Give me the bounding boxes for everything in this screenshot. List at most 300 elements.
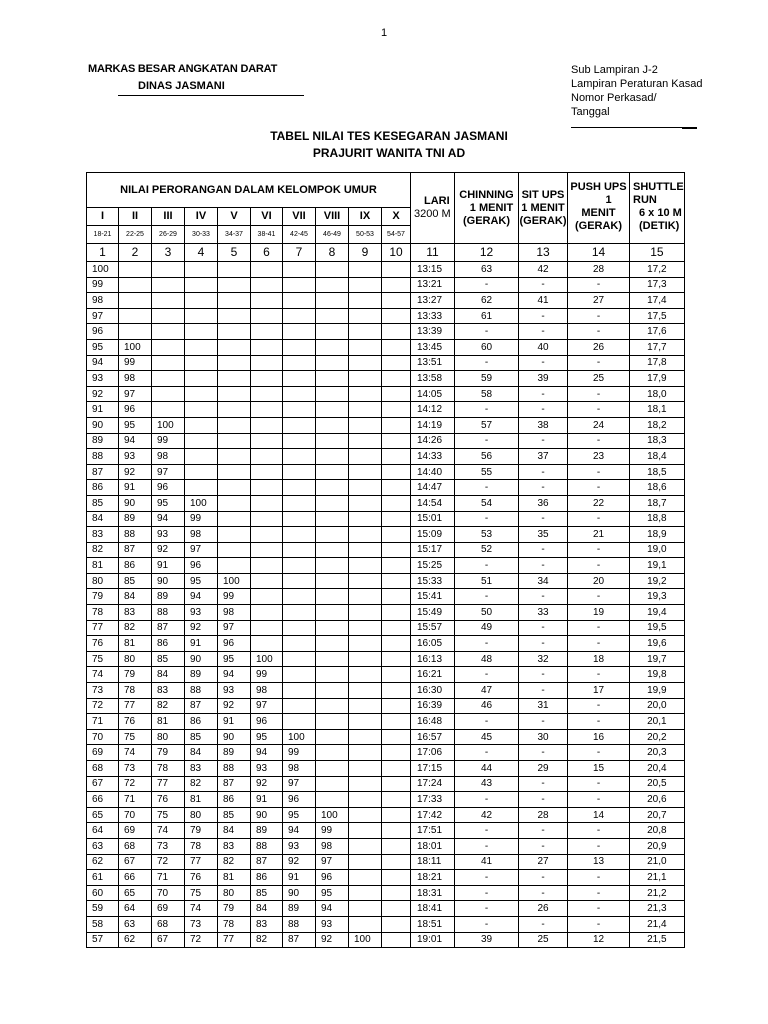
score-cell: 96 <box>185 558 218 574</box>
score-cell <box>218 433 251 449</box>
chinning-cell: 50 <box>455 605 519 621</box>
score-cell: 94 <box>283 823 316 839</box>
chinning-cell: 39 <box>455 932 519 948</box>
table-row <box>87 355 685 371</box>
score-cell: 95 <box>218 651 251 667</box>
chinning-cell: 41 <box>455 854 519 870</box>
score-cell <box>349 293 382 309</box>
score-cell: 97 <box>283 776 316 792</box>
score-cell <box>349 667 382 683</box>
score-cell: 73 <box>87 683 119 699</box>
table-row <box>87 527 685 543</box>
situps-cell: - <box>519 714 568 730</box>
lari-cell: 15:33 <box>411 573 455 589</box>
score-cell <box>349 495 382 511</box>
score-cell <box>382 714 411 730</box>
score-cell: 98 <box>251 683 283 699</box>
score-cell <box>316 371 349 387</box>
score-cell <box>382 402 411 418</box>
score-cell <box>283 620 316 636</box>
pushups-cell: - <box>568 355 630 371</box>
table-row <box>87 745 685 761</box>
lari-cell: 16:30 <box>411 683 455 699</box>
score-cell <box>185 402 218 418</box>
score-cell: 86 <box>251 870 283 886</box>
score-cell <box>349 324 382 340</box>
score-cell: 57 <box>87 932 119 948</box>
score-cell: 96 <box>283 792 316 808</box>
score-cell: 71 <box>87 714 119 730</box>
score-cell: 91 <box>185 636 218 652</box>
shuttle-cell: 18,9 <box>630 527 685 543</box>
table-row <box>87 807 685 823</box>
shuttle-cell: 18,7 <box>630 495 685 511</box>
table-row <box>87 339 685 355</box>
score-cell <box>316 714 349 730</box>
situps-cell: - <box>519 636 568 652</box>
lari-cell: 16:57 <box>411 729 455 745</box>
score-cell: 60 <box>87 885 119 901</box>
score-cell: 64 <box>87 823 119 839</box>
shuttle-cell: 21,1 <box>630 870 685 886</box>
score-cell <box>283 308 316 324</box>
score-cell <box>283 589 316 605</box>
score-cell <box>152 262 185 278</box>
score-cell <box>349 339 382 355</box>
score-cell <box>316 480 349 496</box>
score-cell <box>283 558 316 574</box>
score-cell <box>382 916 411 932</box>
score-cell: 81 <box>119 636 152 652</box>
score-cell: 78 <box>218 916 251 932</box>
pushups-cell: - <box>568 480 630 496</box>
table-row <box>87 870 685 886</box>
score-cell <box>382 371 411 387</box>
score-cell <box>349 417 382 433</box>
score-cell: 74 <box>119 745 152 761</box>
shuttle-cell: 19,6 <box>630 636 685 652</box>
pushups-cell: - <box>568 870 630 886</box>
score-cell <box>218 308 251 324</box>
header-chinning: CHINNING 1 MENIT (GERAK) <box>455 173 519 244</box>
score-cell <box>283 464 316 480</box>
lari-cell: 13:58 <box>411 371 455 387</box>
score-cell: 83 <box>119 605 152 621</box>
score-cell: 74 <box>87 667 119 683</box>
score-cell <box>218 495 251 511</box>
pushups-cell: - <box>568 916 630 932</box>
score-cell <box>218 355 251 371</box>
chinning-cell: 45 <box>455 729 519 745</box>
lari-cell: 17:33 <box>411 792 455 808</box>
score-cell: 97 <box>152 464 185 480</box>
age-group-7: VII <box>283 208 316 226</box>
table-row <box>87 605 685 621</box>
shuttle-cell: 19,4 <box>630 605 685 621</box>
score-cell: 96 <box>152 480 185 496</box>
score-cell: 61 <box>87 870 119 886</box>
column-number-12: 12 <box>455 244 519 262</box>
score-cell: 95 <box>185 573 218 589</box>
score-cell <box>382 698 411 714</box>
shuttle-cell: 20,8 <box>630 823 685 839</box>
score-cell <box>316 745 349 761</box>
score-cell <box>316 262 349 278</box>
score-cell: 94 <box>185 589 218 605</box>
lari-cell: 17:51 <box>411 823 455 839</box>
score-cell <box>251 542 283 558</box>
score-cell: 97 <box>119 386 152 402</box>
situps-cell: - <box>519 620 568 636</box>
score-cell: 63 <box>87 838 119 854</box>
score-cell: 77 <box>87 620 119 636</box>
header-ref-underline <box>571 127 697 128</box>
score-cell <box>349 262 382 278</box>
table-row <box>87 480 685 496</box>
score-cell: 88 <box>87 449 119 465</box>
situps-cell: - <box>519 308 568 324</box>
score-cell <box>283 651 316 667</box>
score-cell <box>382 573 411 589</box>
lari-cell: 13:45 <box>411 339 455 355</box>
age-group-3: III <box>152 208 185 226</box>
table-row <box>87 667 685 683</box>
pushups-cell: 28 <box>568 262 630 278</box>
score-cell: 91 <box>87 402 119 418</box>
table-row <box>87 916 685 932</box>
score-cell: 89 <box>218 745 251 761</box>
score-cell: 83 <box>218 838 251 854</box>
table-row <box>87 823 685 839</box>
situps-cell: - <box>519 480 568 496</box>
score-cell: 69 <box>119 823 152 839</box>
column-number-7: 7 <box>283 244 316 262</box>
score-cell: 92 <box>185 620 218 636</box>
score-cell <box>349 620 382 636</box>
score-cell: 70 <box>87 729 119 745</box>
table-row <box>87 589 685 605</box>
score-cell <box>185 308 218 324</box>
score-cell <box>283 573 316 589</box>
score-cell <box>251 464 283 480</box>
chinning-cell: 53 <box>455 527 519 543</box>
chinning-cell: 62 <box>455 293 519 309</box>
situps-cell: 29 <box>519 761 568 777</box>
score-cell: 98 <box>218 605 251 621</box>
score-cell: 95 <box>283 807 316 823</box>
situps-cell: - <box>519 916 568 932</box>
score-cell <box>251 433 283 449</box>
score-cell: 68 <box>152 916 185 932</box>
pushups-cell: 21 <box>568 527 630 543</box>
score-cell: 67 <box>119 854 152 870</box>
pushups-cell: - <box>568 433 630 449</box>
score-cell <box>382 589 411 605</box>
situps-cell: - <box>519 542 568 558</box>
chinning-cell: - <box>455 823 519 839</box>
score-cell <box>251 417 283 433</box>
lari-cell: 18:01 <box>411 838 455 854</box>
pushups-cell: - <box>568 589 630 605</box>
shuttle-cell: 21,5 <box>630 932 685 948</box>
score-cell: 78 <box>152 761 185 777</box>
score-cell <box>316 667 349 683</box>
score-cell: 100 <box>152 417 185 433</box>
pushups-cell: 27 <box>568 293 630 309</box>
score-cell: 82 <box>152 698 185 714</box>
situps-cell: - <box>519 667 568 683</box>
score-cell: 81 <box>152 714 185 730</box>
score-cell <box>382 761 411 777</box>
score-cell: 99 <box>119 355 152 371</box>
score-cell: 93 <box>152 527 185 543</box>
pushups-cell: 18 <box>568 651 630 667</box>
score-cell <box>218 542 251 558</box>
score-cell <box>283 714 316 730</box>
chinning-cell: 42 <box>455 807 519 823</box>
score-cell <box>382 792 411 808</box>
score-cell: 86 <box>152 636 185 652</box>
score-cell <box>382 355 411 371</box>
score-cell: 82 <box>185 776 218 792</box>
situps-cell: - <box>519 745 568 761</box>
score-cell <box>185 355 218 371</box>
situps-cell: - <box>519 823 568 839</box>
chinning-cell: 54 <box>455 495 519 511</box>
score-cell: 93 <box>87 371 119 387</box>
score-cell <box>382 776 411 792</box>
score-cell <box>251 339 283 355</box>
score-cell <box>316 417 349 433</box>
score-cell <box>316 761 349 777</box>
score-cell: 86 <box>87 480 119 496</box>
score-cell: 93 <box>251 761 283 777</box>
column-number-2: 2 <box>119 244 152 262</box>
score-cell: 73 <box>152 838 185 854</box>
header-ref-sub-lampiran: Sub Lampiran J-2 <box>571 64 658 76</box>
score-cell <box>349 698 382 714</box>
score-cell: 76 <box>119 714 152 730</box>
score-cell <box>283 636 316 652</box>
score-cell: 94 <box>218 667 251 683</box>
table-row <box>87 776 685 792</box>
shuttle-cell: 20,5 <box>630 776 685 792</box>
chinning-cell: - <box>455 433 519 449</box>
age-range-7: 42-45 <box>283 226 316 244</box>
chinning-cell: 55 <box>455 464 519 480</box>
table-row <box>87 854 685 870</box>
pushups-cell: - <box>568 776 630 792</box>
score-cell: 63 <box>119 916 152 932</box>
chinning-cell: - <box>455 870 519 886</box>
score-cell <box>349 527 382 543</box>
score-cell: 79 <box>218 901 251 917</box>
situps-cell: 26 <box>519 901 568 917</box>
chinning-cell: - <box>455 745 519 761</box>
table-row <box>87 277 685 293</box>
score-cell: 100 <box>119 339 152 355</box>
score-cell <box>218 511 251 527</box>
pushups-cell: - <box>568 308 630 324</box>
score-cell <box>349 605 382 621</box>
shuttle-cell: 20,9 <box>630 838 685 854</box>
shuttle-cell: 18,4 <box>630 449 685 465</box>
score-cell: 80 <box>152 729 185 745</box>
score-cell <box>218 464 251 480</box>
score-cell <box>316 620 349 636</box>
score-cell: 99 <box>283 745 316 761</box>
score-cell: 80 <box>87 573 119 589</box>
chinning-cell: - <box>455 324 519 340</box>
pushups-cell: - <box>568 714 630 730</box>
score-cell <box>349 511 382 527</box>
pushups-cell: - <box>568 885 630 901</box>
score-cell: 84 <box>185 745 218 761</box>
score-cell <box>382 277 411 293</box>
chinning-cell: 52 <box>455 542 519 558</box>
lari-cell: 15:09 <box>411 527 455 543</box>
score-cell <box>251 573 283 589</box>
column-number-9: 9 <box>349 244 382 262</box>
situps-cell: - <box>519 558 568 574</box>
score-cell: 97 <box>316 854 349 870</box>
score-cell <box>316 683 349 699</box>
score-cell: 99 <box>152 433 185 449</box>
score-cell <box>349 885 382 901</box>
score-cell: 75 <box>119 729 152 745</box>
score-cell: 80 <box>218 885 251 901</box>
score-cell <box>283 683 316 699</box>
age-range-10: 54-57 <box>382 226 411 244</box>
table-row <box>87 932 685 948</box>
score-cell: 76 <box>185 870 218 886</box>
lari-cell: 13:21 <box>411 277 455 293</box>
score-cell <box>119 308 152 324</box>
situps-cell: - <box>519 792 568 808</box>
score-cell <box>382 870 411 886</box>
score-cell: 90 <box>87 417 119 433</box>
score-cell <box>316 558 349 574</box>
lari-cell: 13:33 <box>411 308 455 324</box>
chinning-cell: 61 <box>455 308 519 324</box>
pushups-cell: 23 <box>568 449 630 465</box>
table-row <box>87 885 685 901</box>
pushups-cell: - <box>568 698 630 714</box>
lari-cell: 17:42 <box>411 807 455 823</box>
table-row <box>87 449 685 465</box>
pushups-cell: 25 <box>568 371 630 387</box>
shuttle-cell: 17,5 <box>630 308 685 324</box>
score-cell <box>349 558 382 574</box>
score-cell: 85 <box>152 651 185 667</box>
table-row <box>87 542 685 558</box>
score-cell <box>349 761 382 777</box>
score-cell <box>283 605 316 621</box>
score-cell <box>251 605 283 621</box>
lari-cell: 18:51 <box>411 916 455 932</box>
lari-cell: 14:26 <box>411 433 455 449</box>
score-cell <box>349 854 382 870</box>
situps-cell: 35 <box>519 527 568 543</box>
table-row <box>87 371 685 387</box>
shuttle-cell: 19,0 <box>630 542 685 558</box>
score-cell <box>382 838 411 854</box>
situps-cell: - <box>519 277 568 293</box>
score-cell <box>251 293 283 309</box>
chinning-cell: - <box>455 480 519 496</box>
score-cell <box>349 542 382 558</box>
score-cell: 98 <box>87 293 119 309</box>
score-cell <box>316 542 349 558</box>
lari-cell: 14:40 <box>411 464 455 480</box>
score-cell: 85 <box>119 573 152 589</box>
score-cell: 70 <box>119 807 152 823</box>
score-cell: 78 <box>185 838 218 854</box>
age-range-6: 38-41 <box>251 226 283 244</box>
score-cell <box>349 729 382 745</box>
pushups-cell: - <box>568 823 630 839</box>
score-cell <box>185 464 218 480</box>
shuttle-cell: 18,0 <box>630 386 685 402</box>
score-cell <box>316 573 349 589</box>
table-row <box>87 901 685 917</box>
score-cell: 73 <box>119 761 152 777</box>
situps-cell: - <box>519 402 568 418</box>
score-cell: 79 <box>119 667 152 683</box>
score-cell <box>349 870 382 886</box>
chinning-cell: - <box>455 838 519 854</box>
table-row <box>87 386 685 402</box>
age-range-9: 50-53 <box>349 226 382 244</box>
header-shuttle: SHUTTLE RUN 6 x 10 M (DETIK) <box>630 173 685 244</box>
shuttle-cell: 18,3 <box>630 433 685 449</box>
score-cell: 83 <box>152 683 185 699</box>
lari-cell: 13:39 <box>411 324 455 340</box>
table-row <box>87 714 685 730</box>
lari-cell: 16:48 <box>411 714 455 730</box>
table-row <box>87 308 685 324</box>
chinning-cell: 47 <box>455 683 519 699</box>
score-cell <box>218 449 251 465</box>
score-cell: 90 <box>251 807 283 823</box>
score-cell <box>218 339 251 355</box>
score-cell <box>382 417 411 433</box>
score-cell: 91 <box>283 870 316 886</box>
score-cell <box>283 433 316 449</box>
score-cell <box>349 838 382 854</box>
score-cell: 87 <box>119 542 152 558</box>
pushups-cell: - <box>568 838 630 854</box>
score-cell: 92 <box>218 698 251 714</box>
score-cell <box>316 589 349 605</box>
situps-cell: - <box>519 511 568 527</box>
score-cell <box>382 386 411 402</box>
pushups-cell: 20 <box>568 573 630 589</box>
table-row <box>87 511 685 527</box>
score-cell: 84 <box>87 511 119 527</box>
score-cell: 84 <box>251 901 283 917</box>
table-row <box>87 761 685 777</box>
age-range-5: 34-37 <box>218 226 251 244</box>
score-cell: 96 <box>316 870 349 886</box>
score-cell <box>382 729 411 745</box>
score-cell <box>283 698 316 714</box>
score-cell <box>316 308 349 324</box>
score-cell <box>283 355 316 371</box>
score-cell <box>382 807 411 823</box>
pushups-cell: 17 <box>568 683 630 699</box>
situps-cell: 38 <box>519 417 568 433</box>
